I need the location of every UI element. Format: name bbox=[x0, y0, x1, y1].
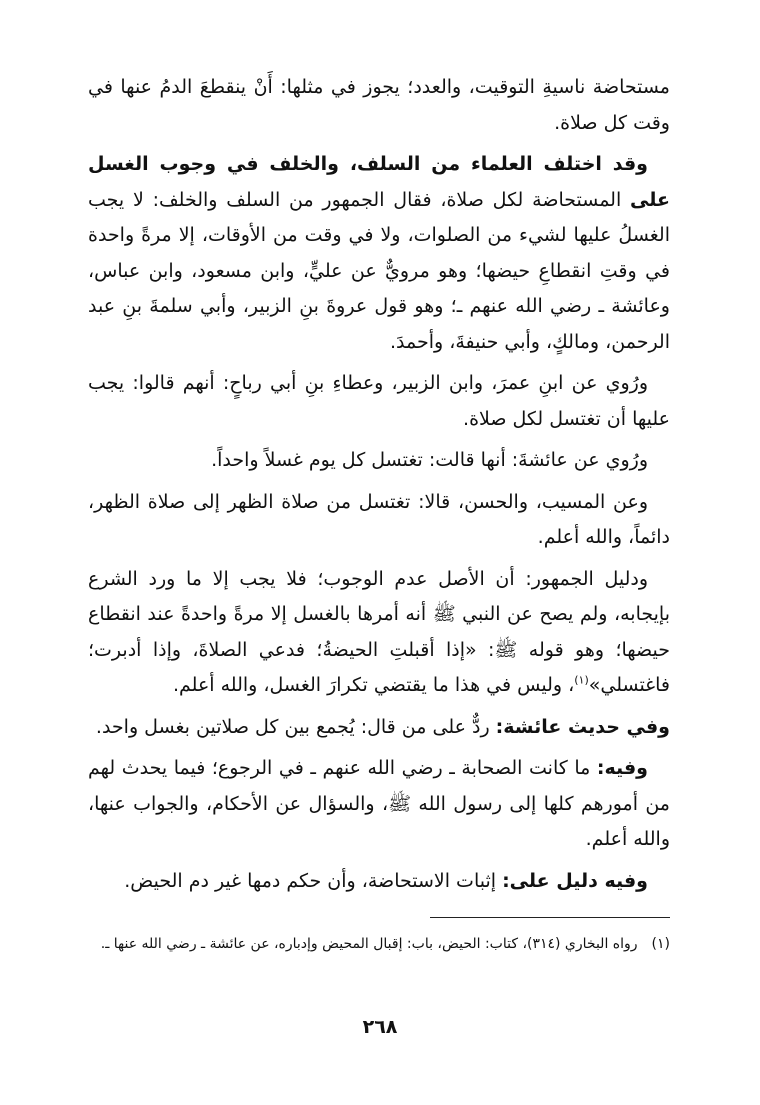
footnote-text: رواه البخاري (٣١٤)، كتاب: الحيض، باب: إقبال المحيض وإدباره، عن عائشة ـ رضي الله عنها ـ. bbox=[100, 936, 638, 952]
paragraph-5: وعن المسيب، والحسن، قالا: تغتسل من صلاة الظهر إلى صلاة الظهر، دائماً، والله أعلم. bbox=[88, 490, 670, 548]
paragraph-9 bbox=[88, 864, 670, 900]
footnote-reference[interactable]: (١) bbox=[574, 673, 589, 687]
paragraph-7 bbox=[88, 710, 670, 746]
paragraph-2-lead: وقد اختلف العلماء من السلف، والخلف في وجوب الغسل على bbox=[88, 153, 670, 211]
paragraph-3: ورُوي عن ابنِ عمرَ، وابن الزبير، وعطاءِ بنِ أبي رباحٍ: أنهم قالوا: يجب عليها أن تغتسل لكل صلاة. bbox=[88, 372, 670, 430]
paragraph-8 bbox=[88, 751, 670, 858]
paragraph-4: ورُوي عن عائشةَ: أنها قالت: تغتسل كل يوم غسلاً واحداً. bbox=[211, 449, 648, 471]
paragraph-6-text: ودليل الجمهور: أن الأصل عدم الوجوب؛ فلا يجب إلا ما ورد الشرع بإيجابه، ولم يصح عن النبي ﷺ أنه أمرها بالغسل إلا مرةً واحدةً عند انقطاع حيضها؛ وهو قوله ﷺ: «إذا أقبلتِ الحيضةُ؛ فدعي الصلاةَ، وإذا أدبرت؛ فاغتسلي» bbox=[88, 567, 670, 696]
paragraph-9-lead: وفيه دليل على: bbox=[502, 869, 648, 892]
paragraph-8-lead: وفيه: bbox=[596, 757, 648, 779]
paragraph-2 bbox=[88, 147, 670, 360]
page-body bbox=[88, 70, 670, 905]
paragraph-6-text-end: ، وليس في هذا ما يقتضي تكرارَ الغسل، والله أعلم. bbox=[172, 674, 575, 696]
paragraph-1: مستحاضة ناسيةِ التوقيت، والعدد؛ يجوز في مثلها: أَنْ ينقطعَ الدمُ عنها في وقت كل صلاة. bbox=[88, 76, 670, 134]
footnote bbox=[88, 932, 670, 957]
footnote-divider bbox=[430, 917, 670, 918]
paragraph-2-text: المستحاضة لكل صلاة، فقال الجمهور من السلف والخلف: لا يجب الغسلُ عليها لشيء من الصلوات، ولا في وقت من الأوقات، إلا مرةً واحدة في وقتِ انقطاعِ حيضها؛ وهو مرويٌّ عن عليٍّ، وابن مسعود، وابن عباس، وعائشة ـ رضي الله عنهم ـ؛ وهو قول عروةَ بنِ الزبير، وأبي سلمةَ بنِ عبد الرحمن، ومالكٍ، وأبي حنيفةَ، وأحمدَ. bbox=[88, 188, 670, 353]
paragraph-7-text: ردٌّ على من قال: يُجمع بين كل صلاتين بغسل واحد. bbox=[95, 715, 496, 738]
paragraph-6 bbox=[88, 562, 670, 704]
footnote-number: (١) bbox=[651, 936, 670, 952]
paragraph-9-text: إثبات الاستحاضة، وأن حكم دمها غير دم الحيض. bbox=[124, 869, 503, 892]
page-number: ٢٦٨ bbox=[362, 1016, 398, 1038]
paragraph-8-text: ما كانت الصحابة ـ رضي الله عنهم ـ في الرجوع؛ فيما يحدث لهم من أمورهم كلها إلى رسول الله ﷺ، والسؤال عن الأحكام، والجواب عنها، والله أعلم. bbox=[88, 757, 670, 850]
paragraph-7-lead: وفي حديث عائشة: bbox=[495, 715, 670, 738]
